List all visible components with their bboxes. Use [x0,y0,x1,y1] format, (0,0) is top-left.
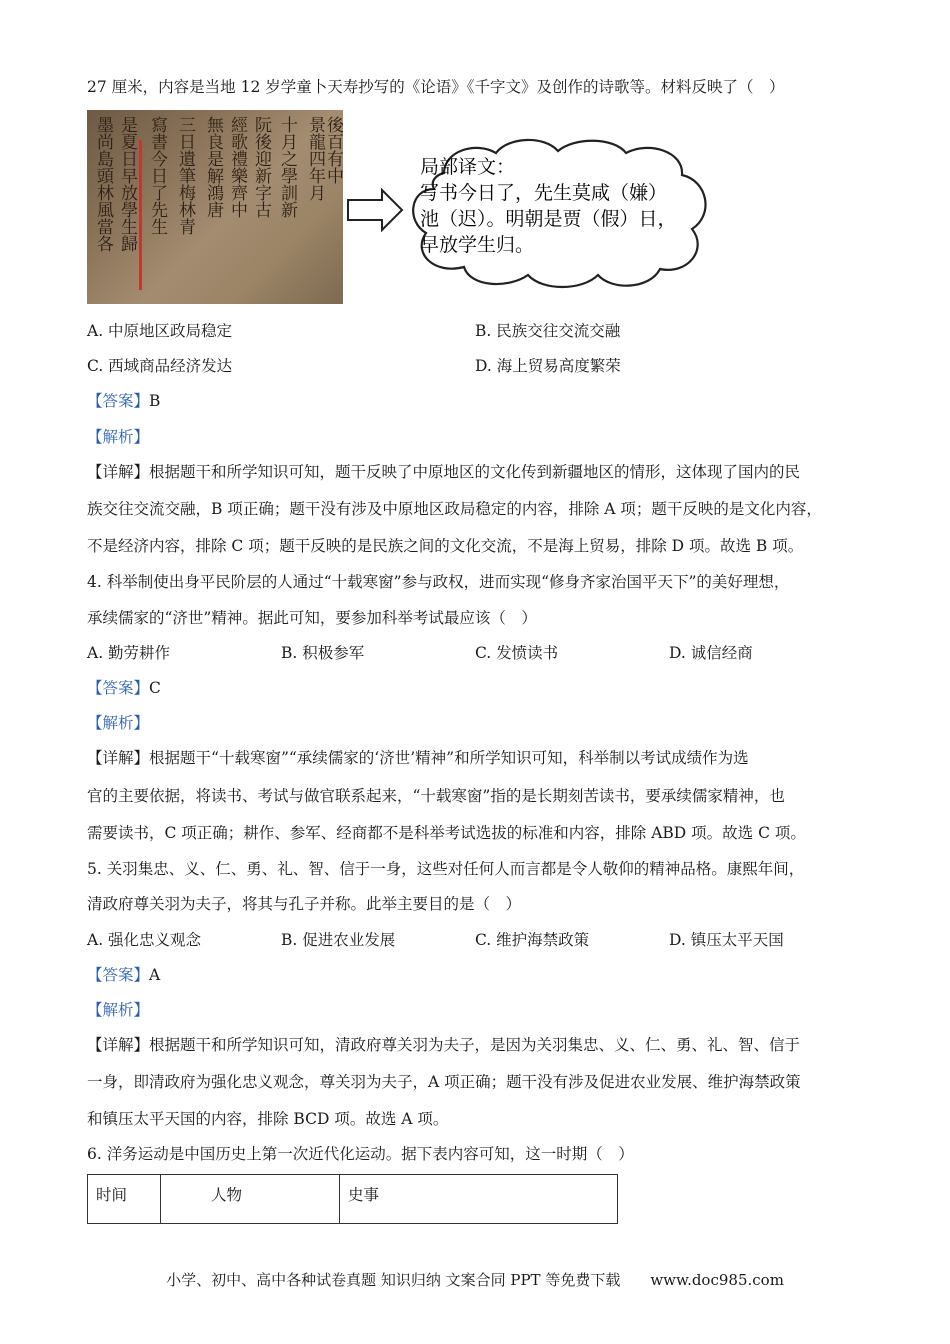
q3-analysis-label: 【解析】 [87,428,150,446]
q3-option-d: D. 海上贸易高度繁荣 [475,357,621,375]
q5-stem: 5. 关羽集忠、义、仁、勇、礼、智、信于一身，这些对任何人而言都是令人敬仰的精神品格。康熙年间， [87,860,805,878]
q4-detail-line: 需要读书，C 项正确；耕作、参军、经商都不是科举考试选拔的标准和内容，排除 ABD 项。故选 C 项。 [87,824,806,842]
q5-option-b: B. 促进农业发展 [281,931,396,949]
q3-detail-line: 不是经济内容，排除 C 项；题干反映的是民族之间的文化交流，不是海上贸易，排除 D 项。故选 B 项。 [87,537,804,555]
q5-option-a: A. 强化忠义观念 [87,931,202,949]
q4-detail-line: 官的主要依据，将读书、考试与做官联系起来，“十载寒窗”指的是长期刻苦读书，要承续儒家精神，也 [87,787,785,805]
manuscript-photo: 墨尚島頭林風當各 是夏日早放學生歸 寫書今日了先生 三日遺筆梅林青 無良是解鴻唐 經歌禮樂齊中 阮後迎新字古 十月之學訓新 景龍四年月 後百有中 [87,110,343,304]
history-table [87,1174,618,1224]
q4-answer: 【答案】C [87,679,161,697]
cloud-line: 池（迟）。明朝是贾（假）日， [420,208,677,230]
q3-option-b: B. 民族交往交流交融 [475,322,621,340]
table-header-event: 史事 [340,1175,618,1224]
intro-text: 27 厘米，内容是当地 12 岁学童卜天寿抄写的《论语》《千字文》及创作的诗歌等。材料反映了（ ） [87,78,785,96]
q3-option-a: A. 中原地区政局稳定 [87,322,233,340]
q3-answer: 【答案】B [87,392,161,410]
q5-detail-line: 【详解】根据题干和所学知识可知，清政府尊关羽为夫子，是因为关羽集忠、义、仁、勇、礼、智、信于 [87,1036,801,1054]
q5-option-d: D. 镇压太平天国 [669,931,784,949]
q5-analysis-label: 【解析】 [87,1001,150,1019]
q5-option-c: C. 维护海禁政策 [475,931,590,949]
cloud-line: 写书今日了，先生莫咸（嫌） [420,182,668,204]
q5-stem: 清政府尊关羽为夫子，将其与孔子并称。此举主要目的是（ ） [87,895,522,913]
cloud-title: 局部译文： [420,156,516,178]
q3-detail-line: 【详解】根据题干和所学知识可知，题干反映了中原地区的文化传到新疆地区的情形，这体现了国内的民 [87,463,801,481]
q4-stem: 承续儒家的“济世”精神。据此可知，要参加科举考试最应该（ ） [87,609,537,627]
cloud-line: 早放学生归。 [420,234,535,256]
q3-option-c: C. 西域商品经济发达 [87,357,233,375]
q4-option-c: C. 发愤读书 [475,644,559,662]
q5-detail-line: 和镇压太平天国的内容，排除 BCD 项。故选 A 项。 [87,1110,449,1128]
q4-stem: 4. 科举制使出身平民阶层的人通过“十载寒窗”参与政权，进而实现“修身齐家治国平天下”的美好理想， [87,573,790,591]
q5-answer: 【答案】A [87,966,161,984]
q3-detail-line: 族交往交流交融，B 项正确；题干没有涉及中原地区政局稳定的内容，排除 A 项；题干反映的是文化内容， [87,500,822,518]
q4-option-d: D. 诚信经商 [669,644,753,662]
q4-option-a: A. 勤劳耕作 [87,644,171,662]
q4-detail-line: 【详解】根据题干“十载寒窗”“承续儒家的‘济世’精神”和所学知识可知，科举制以考试成绩作为选 [87,749,749,767]
q4-option-b: B. 积极参军 [281,644,365,662]
q5-detail-line: 一身，即清政府为强化忠义观念，尊关羽为夫子，A 项正确；题干没有涉及促进农业发展、维护海禁政策 [87,1073,801,1091]
page-footer: 小学、初中、高中各种试卷真题 知识归纳 文案合同 PPT 等免费下载 www.doc985.com [166,1271,784,1289]
table-header-person: 人物 [161,1175,340,1224]
q4-analysis-label: 【解析】 [87,714,150,732]
table-header-time: 时间 [88,1175,161,1224]
q6-stem: 6. 洋务运动是中国历史上第一次近代化运动。据下表内容可知，这一时期（ ） [87,1145,634,1163]
right-arrow-icon [346,188,404,232]
